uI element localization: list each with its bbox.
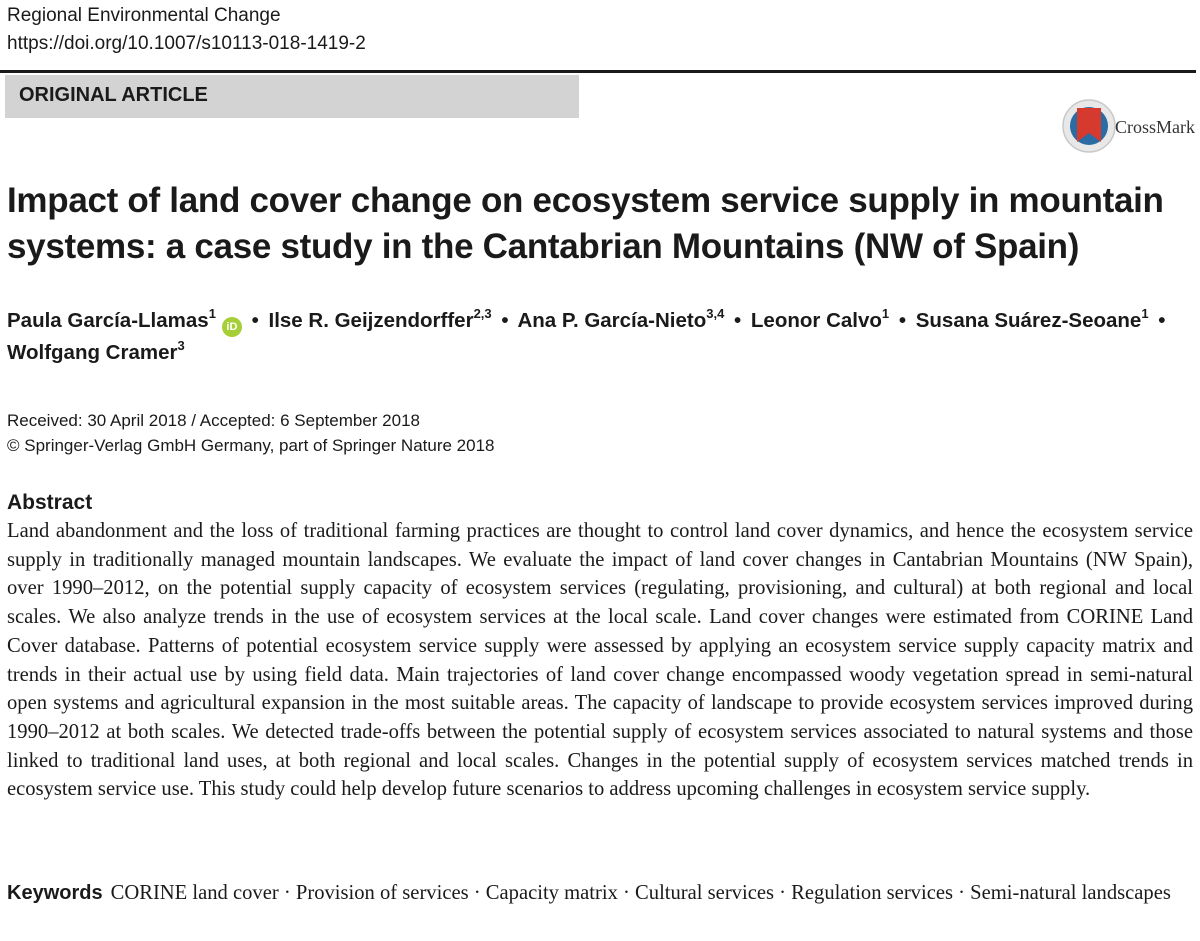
article-type-banner: ORIGINAL ARTICLE xyxy=(5,75,579,118)
keywords-label: Keywords xyxy=(7,882,103,904)
keywords-list: CORINE land cover · Provision of services · Capacity matrix · Cultural services · Regulation services · Semi-natural landscapes xyxy=(110,882,1171,904)
author-name[interactable]: Wolfgang Cramer xyxy=(7,341,178,364)
copyright-notice: © Springer-Verlag GmbH Germany, part of Springer Nature 2018 xyxy=(7,436,495,455)
author-affiliation: 3,4 xyxy=(706,306,725,321)
crossmark-label[interactable]: CrossMark xyxy=(1115,117,1195,137)
author-affiliation: 1 xyxy=(208,306,216,321)
header-rule xyxy=(0,70,1196,73)
author-name[interactable]: Ana P. García-Nieto xyxy=(517,309,707,332)
author-separator: • xyxy=(1158,309,1166,332)
author-separator: • xyxy=(734,309,742,332)
abstract-text: Land abandonment and the loss of traditional farming practices are thought to control land cover dynamics, and hence the ecosystem service supply in traditionally managed mountain landscapes. We evaluate the impact of land cover changes in Cantabrian Mountains (NW Spain), over 1990–2012, on the potential supply capacity of ecosystem services (regulating, provisioning, and cultural) at both regional and local scales. We also analyze trends in the use of ecosystem services at the local scale. Land cover changes were estimated from CORINE Land Cover database. Patterns of potential ecosystem service supply were assessed by applying an ecosystem service supply capacity matrix and trends in their actual use by using field data. Main trajectories of land cover change encompassed woody vegetation spread in semi-natural open systems and agricultural expansion in the most suitable areas. The capacity of landscape to provide ecosystem services improved during 1990–2012 at both scales. We detected trade-offs between the potential supply of ecosystem services associated to natural systems and those linked to traditional land uses, at both regional and local scales. Changes in the potential supply of ecosystem services matched trends in ecosystem service use. This study could help develop future scenarios to address upcoming challenges in ecosystem service supply. xyxy=(7,520,1193,801)
author-affiliation: 2,3 xyxy=(473,306,492,321)
received-accepted-dates: Received: 30 April 2018 / Accepted: 6 September 2018 xyxy=(7,411,420,430)
author-affiliation: 3 xyxy=(177,338,185,353)
author-separator: • xyxy=(898,309,907,332)
author-name[interactable]: Ilse R. Geijzendorffer xyxy=(268,309,474,332)
author-list xyxy=(7,305,1197,368)
journal-name: Regional Environmental Change xyxy=(7,5,281,26)
orcid-icon[interactable]: iD xyxy=(222,317,242,337)
article-title: Impact of land cover change on ecosystem service supply in mountain systems: a case study in the Cantabrian Mountains (NW of Spain) xyxy=(7,181,1164,266)
author-affiliation: 1 xyxy=(1141,306,1149,321)
author-name[interactable]: Leonor Calvo xyxy=(750,309,882,332)
author-affiliation: 1 xyxy=(881,306,890,321)
author-name[interactable]: Paula García-Llamas xyxy=(7,309,209,332)
keywords-section xyxy=(7,879,1193,908)
doi-link[interactable]: https://doi.org/10.1007/s10113-018-1419-2 xyxy=(7,33,366,54)
author-name[interactable]: Susana Suárez-Seoane xyxy=(915,309,1142,332)
abstract-heading: Abstract xyxy=(7,491,93,514)
author-separator: • xyxy=(251,309,259,332)
author-separator: • xyxy=(501,309,509,332)
